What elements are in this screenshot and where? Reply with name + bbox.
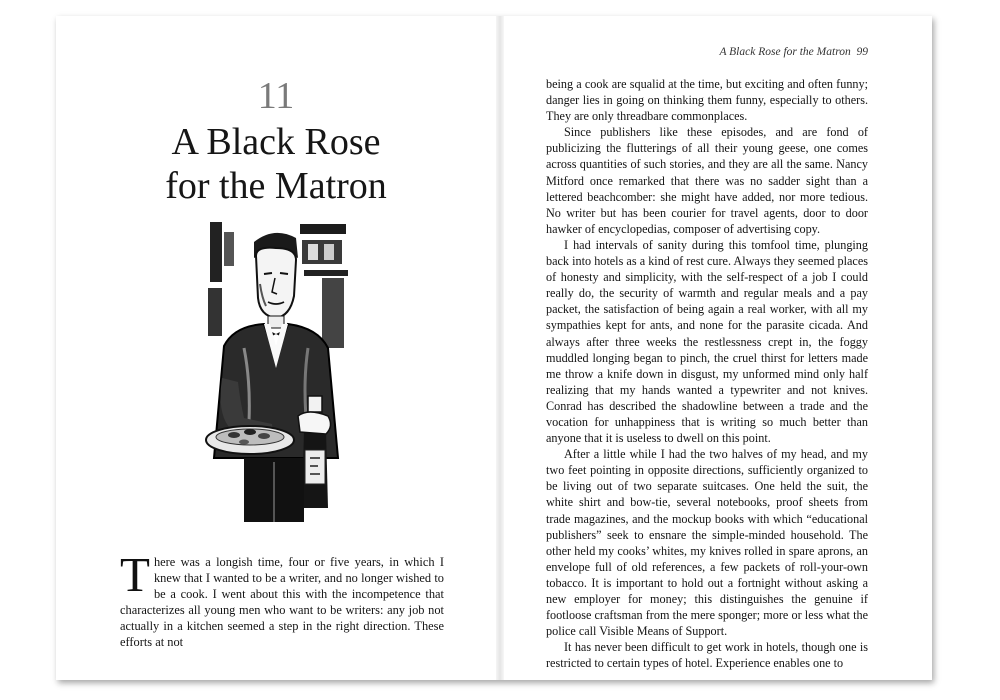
waiter-illustration	[204, 218, 354, 528]
chapter-title-line1: A Black Rose	[171, 121, 381, 163]
chapter-number: 11	[257, 75, 295, 117]
opening-text: here was a longish time, four or five years, in which I knew that I wanted to be a writer, and no longer wished to be a cook. I went about this with the incompetence that characterizes all young men who want to be writers: any job not actually in a kitchen seemed a step in the right direction. These efforts at not	[120, 555, 444, 649]
drop-cap: T	[120, 547, 150, 602]
running-head-title: A Black Rose for the Matron	[719, 46, 851, 58]
book-gutter	[496, 16, 504, 680]
paragraph-continued: being a cook are squalid at the time, but exciting and often funny; danger lies in going on thinking them funny, especially to others. They are only threadbare commonplaces.	[546, 77, 868, 124]
opening-paragraph	[120, 547, 444, 650]
running-head	[546, 46, 868, 58]
body-text	[546, 76, 868, 671]
chapter-title-line2: for the Matron	[165, 165, 387, 207]
book-spread	[56, 16, 932, 680]
paragraph: I had intervals of sanity during this tomfool time, plunging back into hotels as a kind of rest cure. Always they seemed places of honesty and simplicity, with the self-respect of a job I could really do, the security of warmth and regular meals and a pay packet, the satisfaction of being again a real worker, with all my sympathies kept for ants, and none for the parasite cicada. And always after three weeks the restlessness crept in, the foggy muddled longing began to pinch, the cruel thirst for letters made me throw a knife down in disgust, my unformed mind only half realizing that my hands wanted a typewriter and not knives. Conrad has described the shadowline between a trade and the vocation for unhappiness that is writing so much better than anyone that it is useless to dwell on this point.	[546, 237, 868, 446]
page-number: 99	[856, 46, 868, 58]
chapter-title	[56, 120, 496, 208]
paragraph: Since publishers like these episodes, and are fond of publicizing the flutterings of all their young geese, one comes across quantities of such stories, and they are all the same. Nancy Mitford once remarked that there was no sadder sight than a lettered beachcomber: she might have added, nor more tedious. No writer but has been courier for travel agents, door to door hawker of encyclopedias, composer of advertising copy.	[546, 125, 868, 236]
paragraph: After a little while I had the two halves of my head, and my two feet pointing in opposite directions, sufficiently organized to be living out of two separate suitcases. One held the suit, the white shirt and bow-tie, several notebooks, proof sheets from trade magazines, and the mockup books with which “educational publishers” seek to ensnare the simple-minded household. The other held my cooks’ whites, my knives rolled in spare aprons, an envelope full of old references, a few packets of roll-your-own tobacco. It is important to hold out a fortnight without asking a new employer for money; this distinguishes the genuine if footloose craftsman from the mere sponger; more or less what the police call Visible Means of Support.	[546, 447, 868, 639]
paragraph: It has never been difficult to get work in hotels, though one is restricted to certain types of hotel. Experience enables one to	[546, 640, 868, 671]
